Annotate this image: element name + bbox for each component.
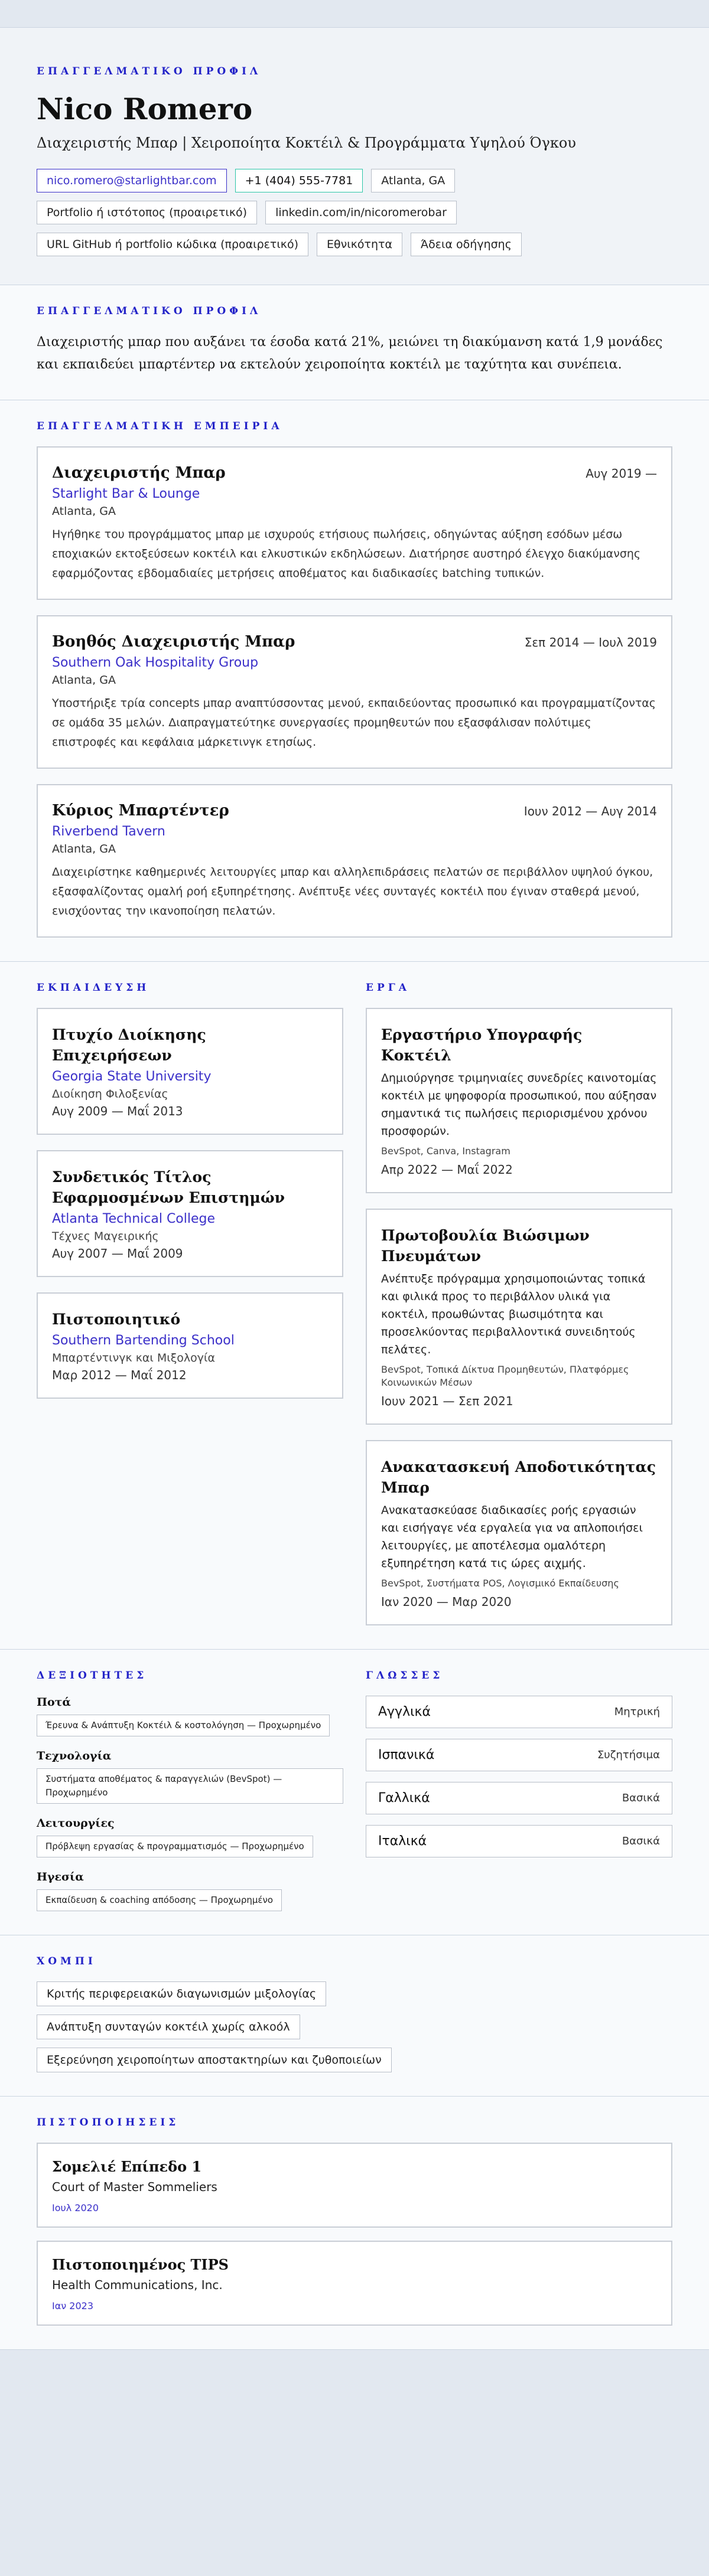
certifications-heading: ΠΙΣΤΟΠΟΙΗΣΕΙΣ (37, 2117, 180, 2128)
hobby-chip: Ανάπτυξη συνταγών κοκτέιλ χωρίς αλκοόλ (37, 2015, 300, 2039)
education-heading: ΕΚΠΑΙΔΕΥΣΗ (37, 982, 150, 994)
school-name: Atlanta Technical College (52, 1212, 216, 1226)
job-location: Atlanta, GA (52, 505, 116, 518)
study-field: Τέχνες Μαγειρικής (52, 1230, 159, 1243)
resume-header (0, 28, 709, 285)
degree-title: Συνδετικός Τίτλος Εφαρμοσμένων Επιστημών (52, 1168, 285, 1206)
job-location: Atlanta, GA (52, 674, 116, 687)
language-name: Ισπανικά (378, 1748, 435, 1762)
hobby-list (37, 1981, 672, 2072)
job-title: Διαχειριστής Μπαρ (52, 464, 226, 482)
email-link[interactable]: nico.romero@starlightbar.com (37, 169, 227, 192)
skill-chip: Συστήματα αποθέματος & παραγγελιών (BevSpot) — Προχωρημένο (37, 1768, 343, 1804)
skill-category: Ποτά (37, 1696, 71, 1709)
job-description: Διαχειρίστηκε καθημερινές λειτουργίες μπαρ και αλληλεπιδράσεις πελατών σε περιβάλλον υψηλού όγκου, εξασφαλίζοντας ομαλή ροή εξυπηρέτησης. Ανέπτυξε νέες συνταγές κοκτέιλ που έγιναν σταθερά μενού, ενισχύοντας την ικανοποίηση πελατών. (52, 866, 653, 918)
education-card (37, 1008, 343, 1135)
projects-column (366, 982, 672, 1625)
job-title: Βοηθός Διαχειριστής Μπαρ (52, 633, 295, 651)
project-card (366, 1440, 672, 1625)
education-dates: Αυγ 2007 — Μαΐ 2009 (52, 1246, 183, 1261)
skill-category: Λειτουργίες (37, 1817, 115, 1830)
education-card (37, 1292, 343, 1399)
degree-title: Πτυχίο Διοίκησης Επιχειρήσεων (52, 1026, 206, 1064)
job-employer: Starlight Bar & Lounge (52, 487, 200, 501)
job-description: Υποστήριξε τρία concepts μπαρ αναπτύσσοντας μενού, εκπαιδεύοντας προσωπικό και προγραμματίζοντας σε ομάδα 35 μελών. Διαπραγματεύτηκε συνεργασίες προμηθευτών που εξασφάλισαν πολύτιμες επιστροφές και κεφάλαια μάρκετινγκ ετησίως. (52, 697, 656, 749)
contact-chips (37, 169, 672, 256)
hobby-chip: Κριτής περιφερειακών διαγωνισμών μιξολογίας (37, 1981, 326, 2006)
linkedin-link[interactable]: linkedin.com/in/nicoromerobar (265, 201, 457, 224)
github-link[interactable]: URL GitHub ή portfolio κώδικα (προαιρετικό) (37, 233, 308, 256)
resume-page (0, 27, 709, 2350)
certification-title: Πιστοποιημένος TIPS (52, 2256, 229, 2273)
project-description: Δημιούργησε τριμηνιαίες συνεδρίες καινοτομίας κοκτέιλ με ψηφοφορία προσωπικού, που αύξησαν σημαντικά τις πωλήσεις περιορισμένου χρόνου προσφορών. (381, 1072, 657, 1138)
project-tools: BevSpot, Τοπικά Δίκτυα Προμηθευτών, Πλατφόρμες Κοινωνικών Μέσων (381, 1364, 629, 1388)
project-title: Εργαστήριο Υπογραφής Κοκτέιλ (381, 1026, 583, 1064)
language-row (366, 1739, 672, 1771)
language-level: Συζητήσιμα (597, 1749, 660, 1761)
certification-date: Ιουλ 2020 (52, 2202, 99, 2213)
project-card (366, 1008, 672, 1193)
job-title: Κύριος Μπαρτέντερ (52, 802, 229, 820)
nationality-chip: Εθνικότητα (317, 233, 402, 256)
school-name: Southern Bartending School (52, 1333, 235, 1348)
education-projects-section (0, 962, 709, 1650)
header-kicker: ΕΠΑΓΓΕΛΜΑΤΙΚΟ ΠΡΟΦΙΛ (37, 66, 262, 77)
project-tools: BevSpot, Συστήματα POS, Λογισμικό Εκπαίδευσης (381, 1578, 619, 1589)
skill-group (37, 1817, 343, 1857)
study-field: Μπαρτέντινγκ και Μιξολογία (52, 1351, 216, 1364)
job-employer: Riverbend Tavern (52, 824, 165, 839)
certification-title: Σομελιέ Επίπεδο 1 (52, 2158, 202, 2175)
summary-text: Διαχειριστής μπαρ που αυξάνει τα έσοδα κατά 21%, μειώνει τη διακύμανση κατά 1,9 μονάδες και εκπαιδεύει μπαρτέντερ να εκτελούν χειροποίητα κοκτέιλ με ταχύτητα και συνέπεια. (37, 335, 663, 372)
candidate-name: Nico Romero (37, 92, 253, 126)
certifications-section (0, 2097, 709, 2349)
project-description: Ανακατασκεύασε διαδικασίες ροής εργασιών και εισήγαγε νέα εργαλεία για να απλοποιήσει λειτουργίες, με αποτέλεσμα ομαλότερη εξυπηρέτηση κατά τις ώρες αιχμής. (381, 1504, 643, 1570)
skills-column (37, 1670, 343, 1911)
hobbies-section (0, 1935, 709, 2097)
study-field: Διοίκηση Φιλοξενίας (52, 1088, 168, 1101)
skills-heading: ΔΕΞΙΟΤΗΤΕΣ (37, 1670, 148, 1682)
job-dates: Ιουν 2012 — Αυγ 2014 (523, 804, 657, 818)
project-dates: Απρ 2022 — Μαΐ 2022 (381, 1163, 513, 1177)
portfolio-link[interactable]: Portfolio ή ιστότοπος (προαιρετικό) (37, 201, 257, 224)
experience-heading: ΕΠΑΓΓΕΛΜΑΤΙΚΗ ΕΜΠΕΙΡΙΑ (37, 420, 283, 432)
hobbies-heading: ΧΟΜΠΙ (37, 1955, 96, 1967)
certification-card (37, 2143, 672, 2228)
language-level: Βασικά (622, 1835, 660, 1847)
projects-heading: ΕΡΓΑ (366, 982, 410, 994)
skill-group (37, 1749, 343, 1804)
certification-card (37, 2241, 672, 2326)
language-row (366, 1782, 672, 1814)
summary-heading: ΕΠΑΓΓΕΛΜΑΤΙΚΟ ΠΡΟΦΙΛ (37, 305, 262, 317)
certification-date: Ιαν 2023 (52, 2300, 94, 2311)
project-dates: Ιαν 2020 — Μαρ 2020 (381, 1595, 512, 1609)
summary-section (0, 285, 709, 400)
job-card (37, 446, 672, 600)
job-dates: Σεπ 2014 — Ιουλ 2019 (524, 635, 657, 649)
project-description: Ανέπτυξε πρόγραμμα χρησιμοποιώντας τοπικά και φιλικά προς το περιβάλλον υλικά για κοκτέιλ, προωθώντας βιωσιμότητα και προσελκύοντας περιβαλλοντικά συνειδητούς πελάτες. (381, 1272, 646, 1356)
job-employer: Southern Oak Hospitality Group (52, 655, 259, 670)
skill-group (37, 1870, 343, 1911)
certification-issuer: Health Communications, Inc. (52, 2278, 223, 2292)
job-location: Atlanta, GA (52, 843, 116, 856)
languages-column (366, 1670, 672, 1911)
language-level: Βασικά (622, 1792, 660, 1804)
skill-chip: Εκπαίδευση & coaching απόδοσης — Προχωρημένο (37, 1889, 282, 1911)
language-level: Μητρική (614, 1706, 660, 1718)
degree-title: Πιστοποιητικό (52, 1311, 181, 1328)
project-title: Πρωτοβουλία Βιώσιμων Πνευμάτων (381, 1227, 590, 1265)
project-card (366, 1209, 672, 1425)
skills-languages-section (0, 1650, 709, 1935)
skill-category: Τεχνολογία (37, 1749, 112, 1762)
job-description: Ηγήθηκε του προγράμματος μπαρ με ισχυρούς ετήσιους πωλήσεις, οδηγώντας αύξηση εσόδων μέσω εποχιακών εκτοξεύσεων κοκτέιλ και ελκυστικών εκδηλώσεων. Διατήρησε αυστηρό έλεγχο διακύμανσης εφαρμόζοντας εβδομαδιαίες μετρήσεις αποθέματος και διαδικασίες batching τυπικών. (52, 528, 641, 580)
languages-heading: ΓΛΩΣΣΕΣ (366, 1670, 444, 1682)
candidate-headline: Διαχειριστής Μπαρ | Χειροποίητα Κοκτέιλ & Προγράμματα Υψηλού Όγκου (37, 135, 576, 151)
license-chip: Άδεια οδήγησης (411, 233, 522, 256)
skill-group (37, 1696, 343, 1736)
skill-chip: Πρόβλεψη εργασίας & προγραμματισμός — Προχωρημένο (37, 1836, 313, 1857)
job-card (37, 615, 672, 769)
language-name: Αγγλικά (378, 1705, 431, 1719)
education-column (37, 982, 343, 1625)
skill-category: Ηγεσία (37, 1870, 84, 1883)
education-dates: Μαρ 2012 — Μαΐ 2012 (52, 1368, 187, 1382)
job-dates: Αυγ 2019 — (586, 466, 657, 481)
project-tools: BevSpot, Canva, Instagram (381, 1145, 510, 1157)
language-name: Γαλλικά (378, 1791, 430, 1806)
phone-link[interactable]: +1 (404) 555-7781 (235, 169, 363, 192)
location-chip: Atlanta, GA (371, 169, 455, 192)
job-card (37, 784, 672, 938)
skill-chip: Έρευνα & Ανάπτυξη Κοκτέιλ & κοστολόγηση — Προχωρημένο (37, 1715, 330, 1736)
experience-section (0, 400, 709, 962)
language-row (366, 1696, 672, 1728)
language-name: Ιταλικά (378, 1834, 427, 1849)
education-dates: Αυγ 2009 — Μαΐ 2013 (52, 1104, 183, 1118)
certification-issuer: Court of Master Sommeliers (52, 2180, 217, 2194)
education-card (37, 1150, 343, 1277)
project-title: Ανακατασκευή Αποδοτικότητας Μπαρ (381, 1458, 656, 1496)
project-dates: Ιουν 2021 — Σεπ 2021 (381, 1394, 513, 1408)
hobby-chip: Εξερεύνηση χειροποίητων αποστακτηρίων και ζυθοποιείων (37, 2048, 392, 2072)
school-name: Georgia State University (52, 1069, 212, 1084)
language-row (366, 1825, 672, 1857)
